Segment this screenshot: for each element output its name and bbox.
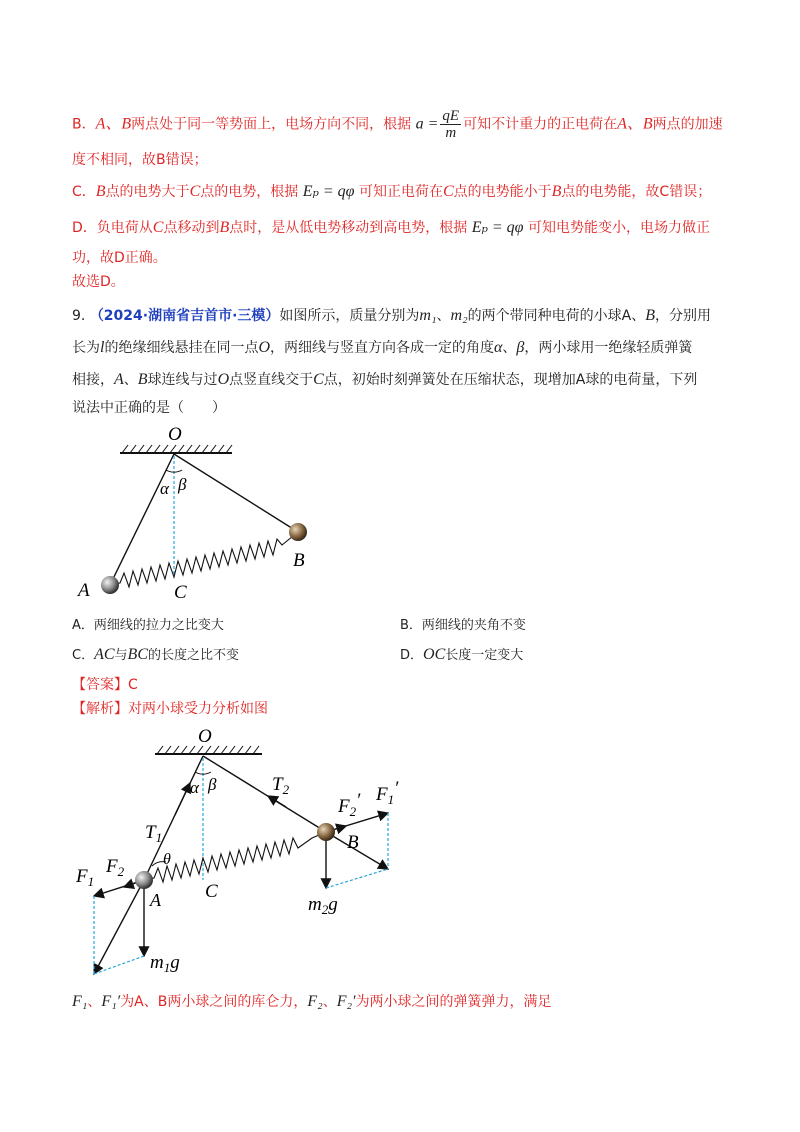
label-alpha-2: α bbox=[190, 778, 199, 797]
label-f2p: $F_2'$ bbox=[338, 790, 361, 819]
potential-energy-formula-2: Eₚ = qφ bbox=[471, 219, 524, 236]
option-b-explanation-line1: B．A、B两点处于同一等势面上，电场方向不同，根据 a = $\frac{qE}{m}$ 可知不计重力的正电荷在A、B两点的加速 bbox=[72, 108, 723, 141]
label-f1p: $F_1'$ bbox=[376, 778, 399, 807]
acceleration-fraction: $\frac{qE}{m}$ bbox=[442, 108, 460, 141]
spring-2 bbox=[144, 832, 326, 882]
label-f2: $F_2$ bbox=[106, 856, 125, 879]
label-beta: β bbox=[178, 475, 187, 494]
tension-t1-arrow bbox=[175, 783, 190, 815]
option-d-explanation-line1: D．负电荷从C点移动到B点时，是从低电势移动到高电势，根据 Eₚ = qφ 可知电势能变小，电场力做正 bbox=[72, 219, 710, 236]
tension-t2-arrow bbox=[268, 796, 286, 807]
option-d[interactable]: D．OC长度一定变大 bbox=[400, 646, 524, 663]
label-beta-2: β bbox=[208, 775, 217, 794]
option-b[interactable]: B．两细线的夹角不变 bbox=[400, 618, 526, 633]
label-m1g: $m_1g$ bbox=[150, 952, 180, 975]
question-line4: 说法中正确的是（ ） bbox=[72, 400, 226, 416]
label-f1: $F_1$ bbox=[76, 866, 95, 889]
label-c: C bbox=[174, 582, 187, 603]
question-source: （2024·湖南省吉首市·三模） bbox=[89, 308, 280, 324]
ball-b-2 bbox=[317, 823, 335, 841]
analysis-label: 【解析】 bbox=[72, 701, 128, 717]
ceiling-hatch-2 bbox=[157, 746, 259, 754]
answer-label: 【答案】 bbox=[72, 677, 128, 693]
label-t2: $T_2$ bbox=[272, 774, 290, 797]
option-c[interactable]: C．AC与BC的长度之比不变 bbox=[72, 646, 240, 663]
question-line2: 长为l的绝缘细线悬挂在同一点O，两细线与竖直方向各成一定的角度α、β，两小球用一绝缘轻质弹簧 bbox=[72, 339, 693, 356]
option-d-explanation-line2: 功，故D正确。 bbox=[72, 250, 167, 266]
force-description-line: F₁、F₁′为A、B两小球之间的库仑力，F₂、F₂′为两小球之间的弹簧弹力，满足 bbox=[72, 993, 552, 1010]
parallelogram-b-bottom bbox=[326, 869, 388, 888]
label-c-2: C bbox=[205, 881, 218, 902]
option-a[interactable]: A．两细线的拉力之比变大 bbox=[72, 618, 224, 633]
label-b: B bbox=[293, 550, 305, 571]
label-o: O bbox=[168, 424, 182, 445]
string-b-2 bbox=[203, 756, 326, 832]
label-theta: θ bbox=[163, 851, 171, 868]
label-alpha: α bbox=[160, 479, 169, 498]
label-m2g: $m_2g$ bbox=[308, 894, 338, 917]
answer-value: C bbox=[128, 677, 138, 693]
label-a: A bbox=[78, 580, 90, 601]
question-line1: 9. （2024·湖南省吉首市·三模）如图所示，质量分别为m₁、m₂的两个带同种电荷的小球A、B，分别用 bbox=[72, 307, 712, 324]
label-o-2: O bbox=[198, 726, 212, 747]
question-line3: 相接，A、B球连线与过O点竖直线交于C点，初始时刻弹簧处在压缩状态，现增加A球的电荷量，下列 bbox=[72, 371, 698, 388]
label-t1: $T_1$ bbox=[145, 822, 163, 845]
option-c-explanation: C．B点的电势大于C点的电势，根据 Eₚ = qφ 可知正电荷在C点的电势能小于B点的电势能，故C错误； bbox=[72, 183, 712, 200]
potential-energy-formula: Eₚ = qφ bbox=[302, 183, 355, 200]
ball-a-2 bbox=[135, 871, 153, 889]
question-number: 9. bbox=[72, 308, 86, 324]
analysis-line: 【解析】对两小球受力分析如图 bbox=[72, 701, 268, 717]
acceleration-formula-lhs: a = bbox=[415, 115, 439, 133]
choice-conclusion: 故选D。 bbox=[72, 274, 125, 290]
label-b-2: B bbox=[347, 832, 359, 853]
label-a-2: A bbox=[150, 890, 161, 910]
option-b-explanation-line2: 度不相同，故B错误； bbox=[72, 152, 208, 168]
